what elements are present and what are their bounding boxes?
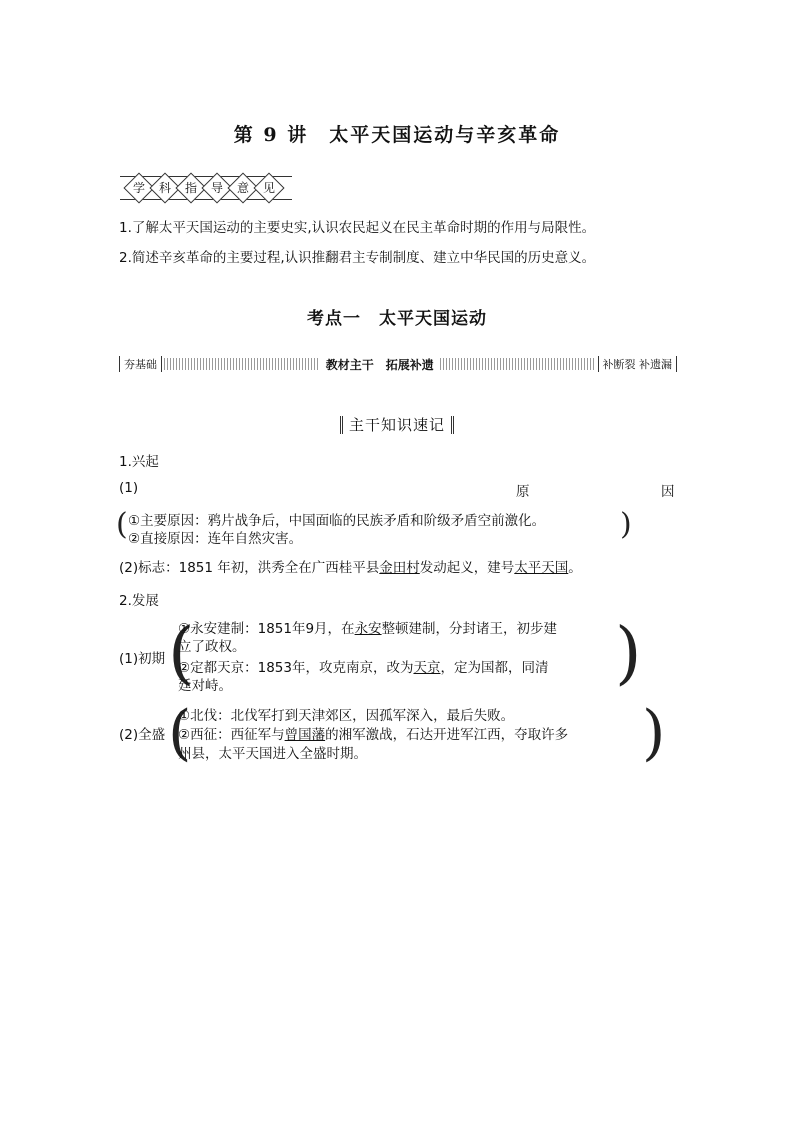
- band-divider: [440, 358, 596, 370]
- guide-char: 意: [227, 172, 258, 203]
- cause-direct: ②直接原因：连年自然灾害。: [128, 531, 303, 547]
- early-item-1-cont: 立了政权。: [178, 639, 246, 655]
- guide-char: 见: [253, 172, 284, 203]
- right-brace-icon: ): [620, 507, 632, 542]
- peak-item-1: ①北伐：北伐军打到天津郊区，因孤军深入，最后失败。: [178, 708, 515, 724]
- band-left-label: 夯基础: [119, 356, 162, 372]
- guide-item-1: 1.了解太平天国运动的主要史实,认识农民起义在民主革命时期的作用与局限性。: [119, 220, 596, 236]
- rise-label: (1): [119, 480, 139, 496]
- underlined-term: 金田村: [379, 560, 420, 576]
- early-label: (1)初期: [119, 651, 166, 667]
- lesson-title: 第 9 讲 太平天国运动与辛亥革命: [233, 124, 561, 146]
- underlined-term: 永安: [354, 621, 382, 637]
- band-right-label: 补断裂 补遗漏: [598, 356, 678, 372]
- section-title: 考点一 太平天国运动: [307, 309, 487, 329]
- develop-heading: 2.发展: [119, 593, 159, 609]
- rise-heading: 1.兴起: [119, 454, 159, 470]
- subheading: 主干知识速记: [0, 414, 794, 435]
- peak-item-2-cont: 州县，太平天国进入全盛时期。: [178, 746, 367, 762]
- underlined-term: 曾国藩: [284, 727, 326, 743]
- guide-item-2: 2.简述辛亥革命的主要过程,认识推翻君主专制制度、建立中华民国的历史意义。: [119, 250, 596, 266]
- early-item-2-cont: 廷对峙。: [178, 678, 232, 694]
- left-brace-icon: (: [116, 507, 128, 542]
- right-brace-icon: ): [642, 698, 666, 768]
- peak-item-2: ②西征：西征军与曾国藩的湘军激战，石达开进军江西，夺取许多: [178, 727, 569, 743]
- guide-char: 指: [175, 172, 206, 203]
- cause-main: ①主要原因：鸦片战争后，中国面临的民族矛盾和阶级矛盾空前激化。: [128, 513, 546, 529]
- left-brace-icon: (: [168, 698, 192, 768]
- reason-char-2: 因: [661, 484, 675, 500]
- guide-char: 学: [123, 172, 154, 203]
- early-item-1: ①永安建制：1851年9月，在永安整顿建制，分封诸王，初步建: [178, 621, 558, 637]
- reason-char-1: 原: [516, 484, 530, 500]
- guide-tag: [120, 176, 292, 200]
- underlined-term: 天京: [413, 660, 441, 676]
- band-mid-label: 教材主干 拓展补遗: [325, 357, 434, 372]
- left-brace-icon: (: [168, 614, 195, 693]
- right-brace-icon: ): [615, 614, 642, 693]
- band-divider: [164, 358, 320, 370]
- early-item-2: ②定都天京：1853年，攻克南京，改为天京，定为国都，同清: [178, 660, 549, 676]
- section-band: [119, 355, 677, 373]
- guide-char: 科: [149, 172, 180, 203]
- rise-sign: (2)标志：1851 年初，洪秀全在广西桂平县金田村发动起义，建号太平天国。: [119, 560, 582, 576]
- underlined-term: 太平天国: [514, 560, 569, 576]
- guide-char: 导: [201, 172, 232, 203]
- peak-label: (2)全盛: [119, 727, 166, 743]
